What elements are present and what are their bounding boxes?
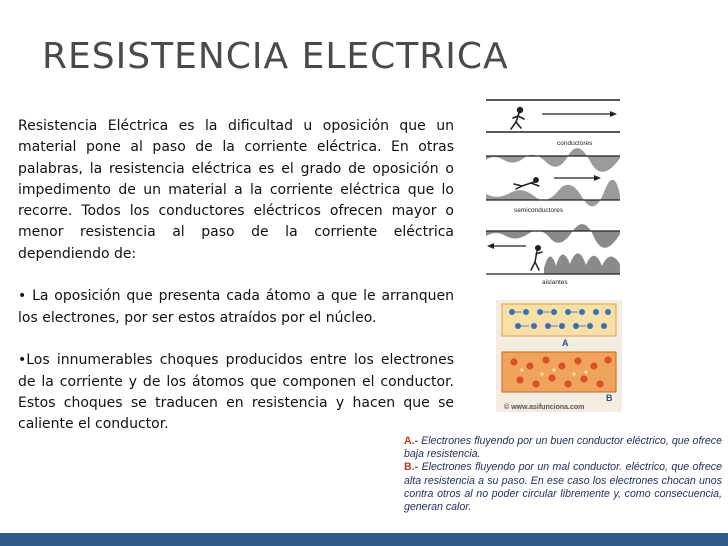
- bottom-band: [0, 533, 728, 546]
- label-conductores: conductores: [557, 140, 593, 147]
- electron-flow-illustration: [496, 300, 622, 412]
- caption-a-text: Electrones fluyendo por un buen conductor eléctrico, que ofrece baja resistencia.: [404, 435, 722, 461]
- semiconductores-panel: [486, 148, 620, 214]
- intro-paragraph: Resistencia Eléctrica es la dificultad u oposición que un material pone al paso de la corriente eléctrica. En otras palabras, la resistencia eléctrica es el grado de oposición o impedimento de un material a la corriente eléctrica que lo recorre. Todos los conductores eléctricos ofrecen mayor o menor resistencia al paso de la corriente eléctrica dependiendo de:: [18, 118, 454, 262]
- body-text: [18, 116, 454, 457]
- caption-a-letter: A.-: [404, 435, 419, 447]
- bullet-paragraph-1: • La oposición que presenta cada átomo a que le arranquen los electrones, por ser estos atraídos por el núcleo.: [18, 288, 454, 326]
- crawler-icon: [514, 178, 539, 189]
- label-b: B: [606, 393, 613, 403]
- figure-caption: [404, 435, 722, 514]
- caption-b-letter: B.-: [404, 461, 419, 474]
- aislantes-panel: [486, 224, 620, 286]
- caption-a: [404, 435, 722, 461]
- materials-illustration: [484, 96, 622, 286]
- label-aislantes: aislantes: [542, 279, 568, 286]
- watermark: © www.asifunciona.com: [504, 404, 585, 411]
- runner-icon: [511, 108, 524, 129]
- conductores-panel: [486, 100, 620, 147]
- caption-b: [404, 461, 722, 514]
- bullet-paragraph-2: •Los innumerables choques producidos entre los electrones de la corriente y de los átomos que componen el conductor. Estos choques se traducen en resistencia y hacen que se caliente el conductor.: [18, 352, 454, 433]
- slide-title: RESISTENCIA ELECTRICA: [42, 36, 509, 77]
- label-semiconductores: semiconductores: [514, 207, 564, 214]
- caption-b-text: Electrones fluyendo por un mal conductor. eléctrico, que ofrece alta resistencia a su paso. En ese caso los electrones chocan unos contra otros al no poder circular libremente y, como consecuencia, generan calor.: [404, 461, 722, 514]
- blocked-figure-icon: [531, 246, 542, 270]
- label-a: A: [562, 338, 569, 348]
